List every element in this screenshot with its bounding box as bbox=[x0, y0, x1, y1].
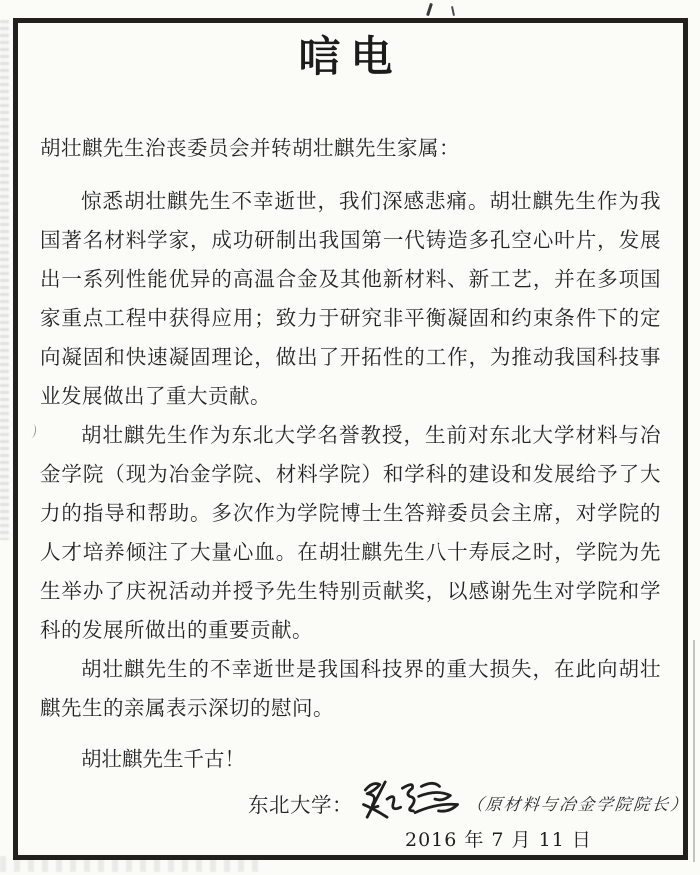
scan-speck-mark bbox=[426, 3, 433, 16]
document-title: 唁电 bbox=[298, 32, 403, 81]
signature-row bbox=[40, 781, 690, 825]
body-paragraph-achievements: 惊悉胡壮麒先生不幸逝世，我们深感悲痛。胡壮麒先生作为我国著名材料学家，成功研制出我国第一代铸造多孔空心叶片，发展出一系列性能优异的高温合金及其他新材料、新工艺，并在多项国家重点工程中获得应用；致力于研究非平衡凝固和约束条件下的定向凝固和快速凝固理论，做出了开拓性的工作，为推动我国科技事业发展做出了重大贡献。 bbox=[40, 189, 661, 408]
signer-organization: 东北大学： bbox=[248, 793, 353, 817]
body-paragraph-condolence: 胡壮麒先生的不幸逝世是我国科技界的重大损失，在此向胡壮麒先生的亲属表示深切的慰问。 bbox=[40, 657, 661, 720]
date-line: 2016 年 7 月 11 日 bbox=[405, 829, 592, 851]
signer-title-note: （原材料与冶金学院院长） bbox=[465, 795, 690, 814]
scan-edge-smudge-left bbox=[0, 20, 9, 540]
body-paragraph-university-ties: 胡壮麒先生作为东北大学名誉教授，生前对东北大学材料与冶金学院（现为冶金学院、材料学院）和学科的建设和发展给予了大力的指导和帮助。多次作为学院博士生答辩委员会主席，对学院的人才培养倾注了大量心血。在胡壮麒先生八十寿辰之时，学院为先生举办了庆祝活动并授予先生特别贡献奖，以感谢先生对学院和学科的发展所做出的重要贡献。 bbox=[40, 423, 661, 642]
salutation-line: 胡壮麒先生治丧委员会并转胡壮麒先生家属： bbox=[40, 136, 460, 160]
scan-ghost-border-line bbox=[693, 640, 695, 862]
closing-tribute-line: 胡壮麒先生千古！ bbox=[81, 747, 245, 771]
scan-speck-mark-2 bbox=[451, 6, 455, 16]
document-border-frame bbox=[13, 18, 688, 860]
handwritten-signature bbox=[359, 777, 463, 823]
